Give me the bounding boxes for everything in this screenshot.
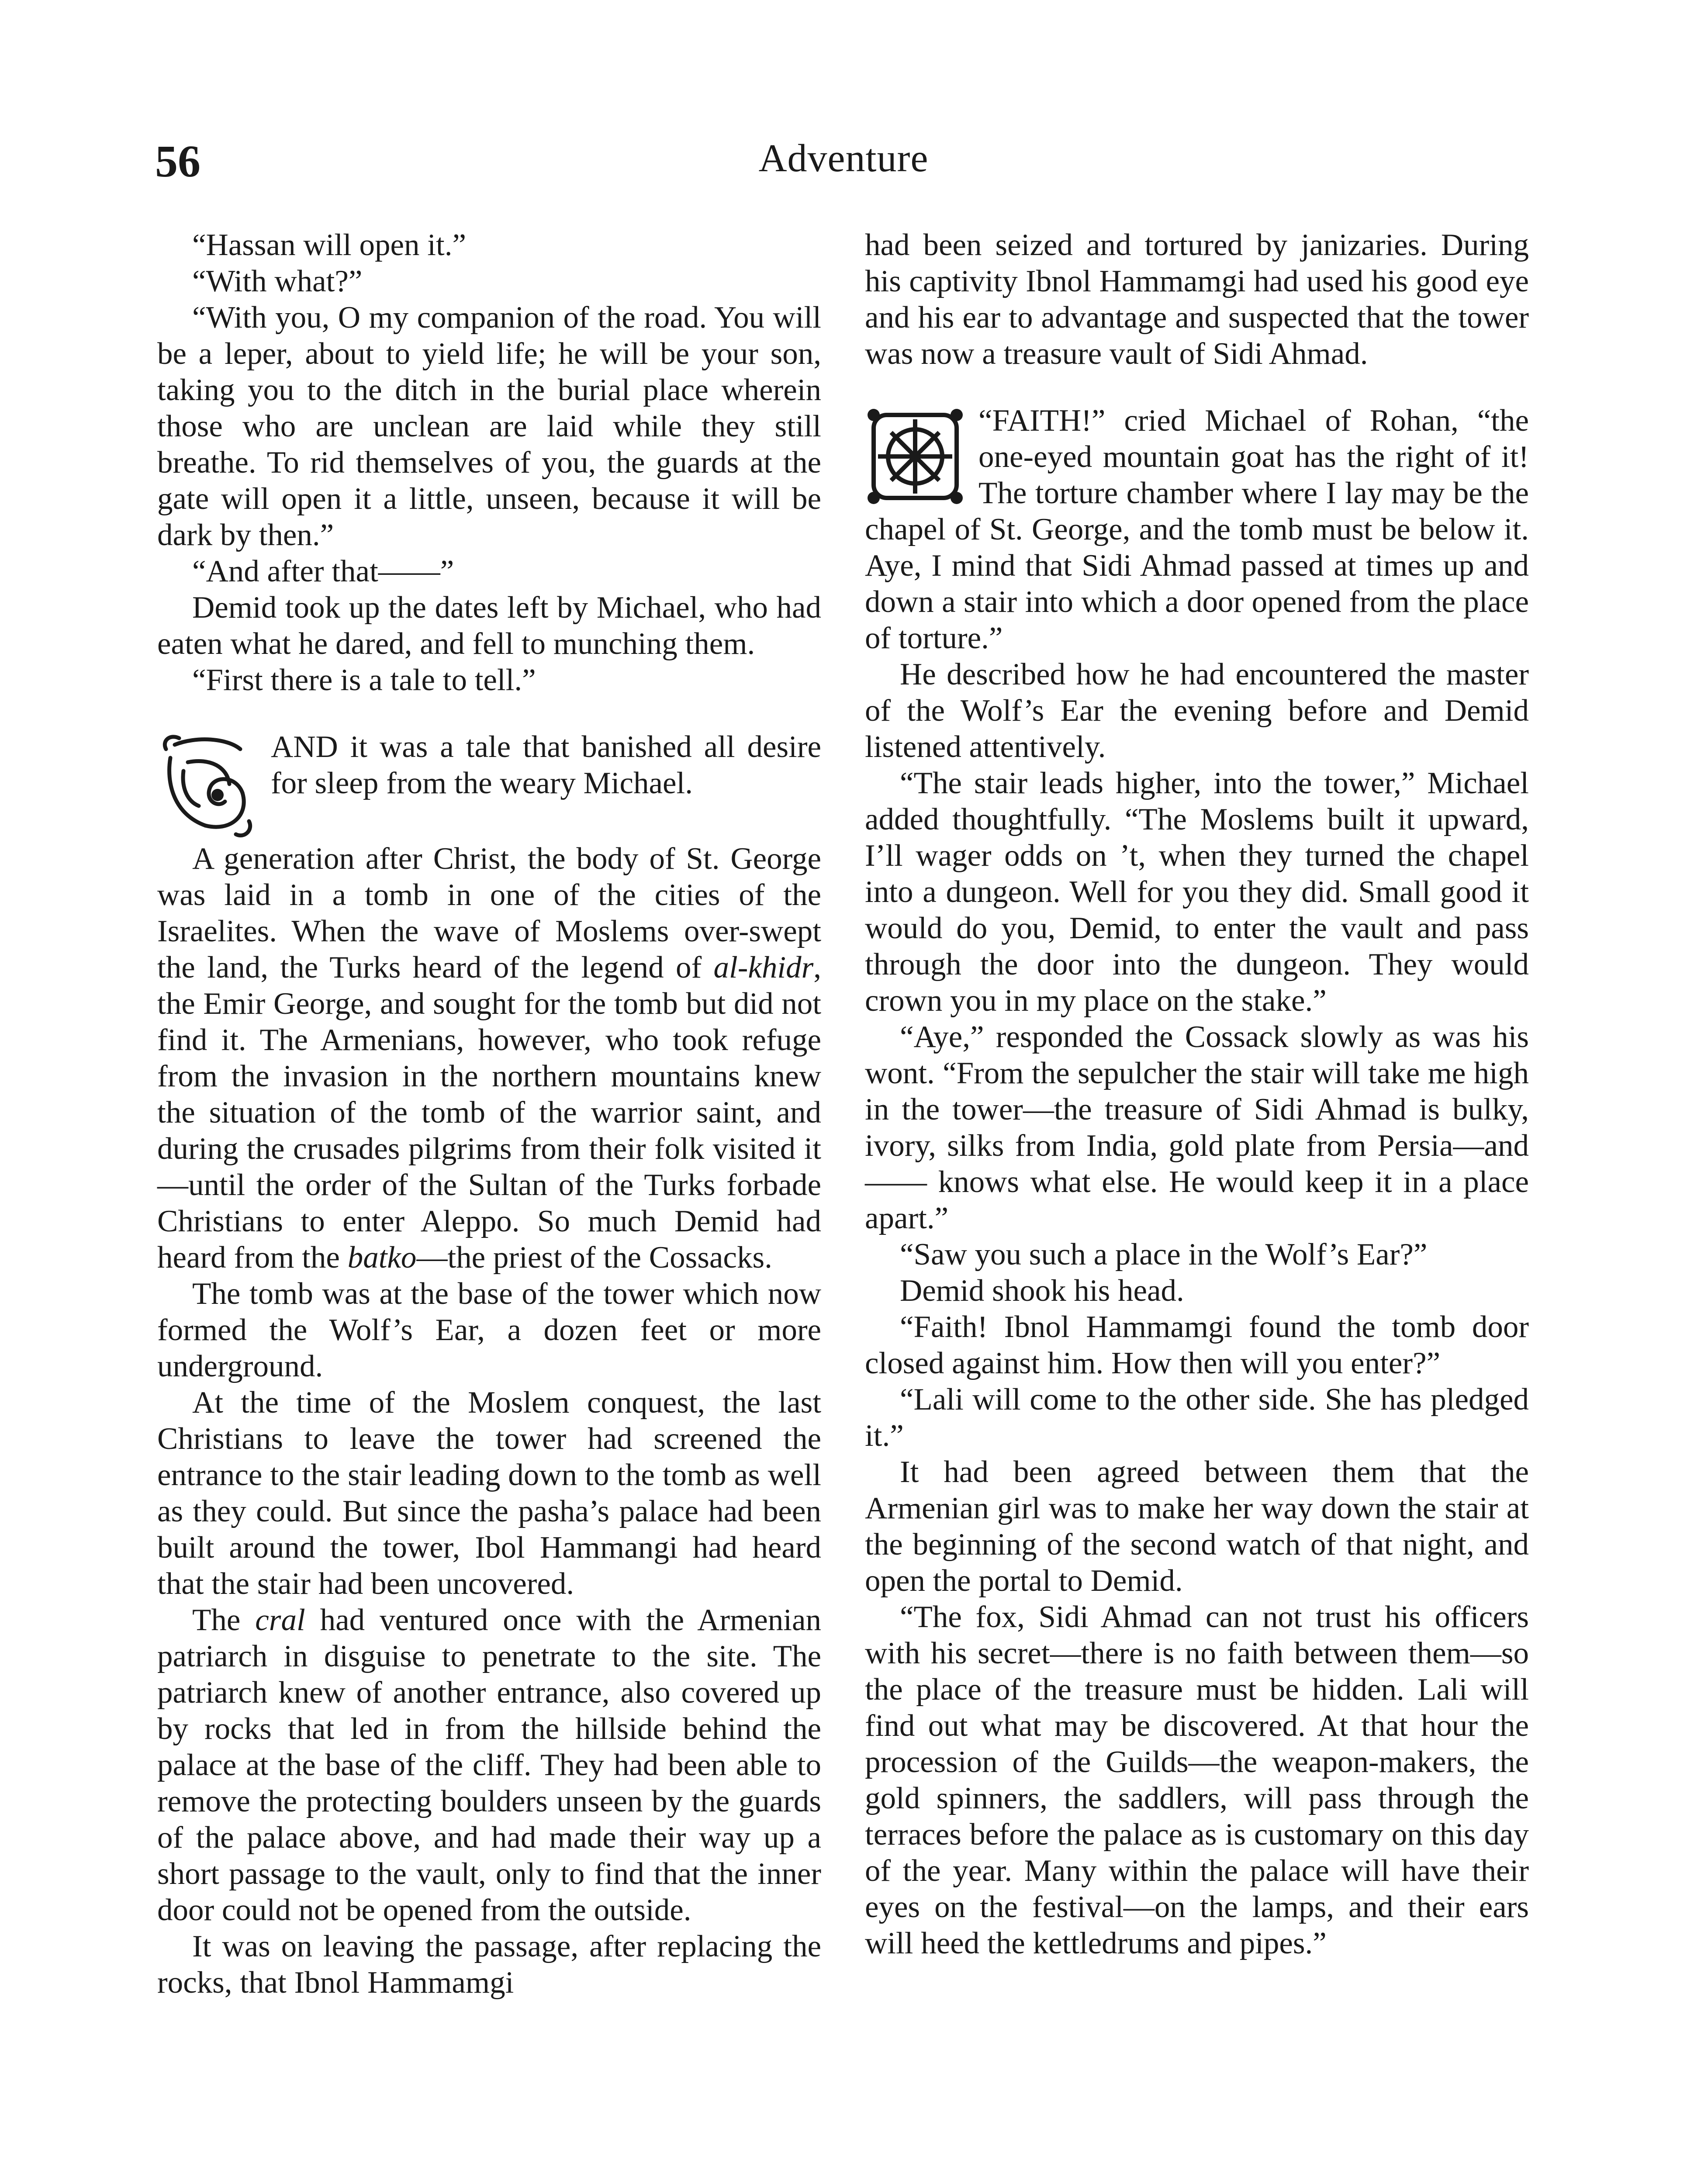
section-break bbox=[157, 729, 821, 841]
text-run: —the priest of the Cossacks. bbox=[416, 1241, 772, 1275]
paragraph: “With you, O my companion of the road. You will be a leper, about to yield life; he will be your son, taking you to the ditch in the burial place wherein those who are unclean are laid while they still breathe. To rid themselves of you, the guards at the gate will open it a little, unseen, because it will be dark by then.” bbox=[157, 301, 821, 552]
page-number: 56 bbox=[155, 136, 201, 187]
paragraph: At the time of the Moslem conquest, the last Christians to leave the tower had screened the entrance to the stair leading down to the tomb as well as they could. But since the pasha’s palace had been built around the tower, Ibol Hammangi had heard that the stair had been uncovered. bbox=[157, 1386, 821, 1601]
paragraph: “The fox, Sidi Ahmad can not trust his officers with his secret—there is no faith between them—so the place of the treasure must be hidden. Lali will find out what may be discovered. At that hour the procession of the Guilds—the weapon-makers, the gold spinners, the saddlers, will pass through the terraces before the palace as is customary on this day of the year. Many within the palace will have their eyes on the festival—on the lamps, and their ears will heed the kettledrums and pipes.” bbox=[865, 1600, 1529, 1960]
text-run: had ventured once with the Armenian patriarch in disguise to penetrate to the site. The patriarch knew of another entrance, also covered up by rocks that led in from the hillside behind the palace at the base of the cliff. They had been able to remove the protecting boulders unseen by the guards of the palace above, and had made their way up a short passage to the vault, only to find that the inner door could not be opened from the outside. bbox=[157, 1603, 821, 1927]
paragraph bbox=[157, 841, 821, 1276]
paragraph: It was on leaving the passage, after replacing the rocks, that Ibnol Hammamgi bbox=[157, 1929, 821, 2000]
section-break bbox=[865, 403, 1529, 657]
italic-term: cral bbox=[255, 1603, 305, 1637]
italic-term: al-khidr bbox=[713, 950, 814, 985]
left-column bbox=[157, 227, 821, 2001]
paragraph: Demid shook his head. bbox=[900, 1274, 1184, 1308]
paragraph: It had been agreed between them that the Armenian girl was to make her way down the stair at the beginning of the second watch of that night, and open the portal to Demid. bbox=[865, 1455, 1529, 1598]
paragraph: “The stair leads higher, into the tower,” Michael added thoughtfully. “The Moslems built it upward, I’ll wager odds on ’t, when they turned the chapel into a dungeon. Well for you they did. Small good it would do you, Demid, to enter the vault and pass through the door into the dungeon. They would crown you in my place on the stake.” bbox=[865, 766, 1529, 1018]
paragraph: Demid took up the dates left by Michael, who had eaten what he dared, and fell to munching them. bbox=[157, 591, 821, 661]
text-run: , the Emir George, and sought for the tomb but did not find it. The Armenians, however, who took refuge from the invasion in the northern mountains knew the situation of the tomb of the warrior saint, and during the crusades pilgrims from their folk visited it—until the order of the Sultan of the Turks forbade Christians to enter Aleppo. So much Demid had heard from the bbox=[157, 950, 821, 1275]
ornamental-scroll-icon bbox=[157, 732, 258, 841]
text-run: The bbox=[192, 1603, 256, 1637]
paragraph: The tomb was at the base of the tower which now formed the Wolf’s Ear, a dozen feet or more underground. bbox=[157, 1277, 821, 1383]
text-run: A generation after Christ, the body of St. George was laid in a tomb in one of the cities of the Israelites. When the wave of Moslems over-swept the land, the Turks heard of the legend of bbox=[157, 842, 821, 985]
paragraph: “Faith! Ibnol Hammamgi found the tomb door closed against him. How then will you enter?” bbox=[865, 1310, 1529, 1380]
italic-term: batko bbox=[347, 1241, 417, 1275]
paragraph: had been seized and tortured by janizaries. During his captivity Ibnol Hammamgi had used his good eye and his ear to advantage and suspected that the tower was now a treasure vault of Sidi Ahmad. bbox=[865, 228, 1529, 371]
paragraph: “First there is a tale to tell.” bbox=[192, 663, 536, 697]
paragraph: “Hassan will open it.” bbox=[192, 228, 467, 262]
celtic-knot-icon bbox=[865, 406, 965, 511]
section-lead-paragraph: AND it was a tale that banished all desire for sleep from the weary Michael. bbox=[271, 730, 821, 800]
right-column bbox=[865, 227, 1529, 1962]
section-lead-paragraph: “FAITH!” cried Michael of Rohan, “the one-eyed mountain goat has the right of it! The torture chamber where I lay may be the chapel of St. George, and the tomb must be below it. Aye, I mind that Sidi Ahmad passed at times up and down a stair into which a door opened from the place of torture.” bbox=[865, 404, 1529, 655]
paragraph: “And after that——” bbox=[192, 554, 454, 588]
paragraph: “Lali will come to the other side. She has pledged it.” bbox=[865, 1382, 1529, 1453]
paragraph: “Saw you such a place in the Wolf’s Ear?” bbox=[900, 1237, 1428, 1272]
paragraph bbox=[157, 1602, 821, 1928]
paragraph: “With what?” bbox=[192, 264, 363, 298]
paragraph: He described how he had encountered the master of the Wolf’s Ear the evening before and Demid listened attentively. bbox=[865, 657, 1529, 764]
paragraph: “Aye,” responded the Cossack slowly as was his wont. “From the sepulcher the stair will take me high in the tower—the treasure of Sidi Ahmad is bulky, ivory, silks from India, gold plate from Persia—and —— knows what else. He would keep it in a place apart.” bbox=[865, 1020, 1529, 1235]
running-head: Adventure bbox=[758, 137, 929, 180]
